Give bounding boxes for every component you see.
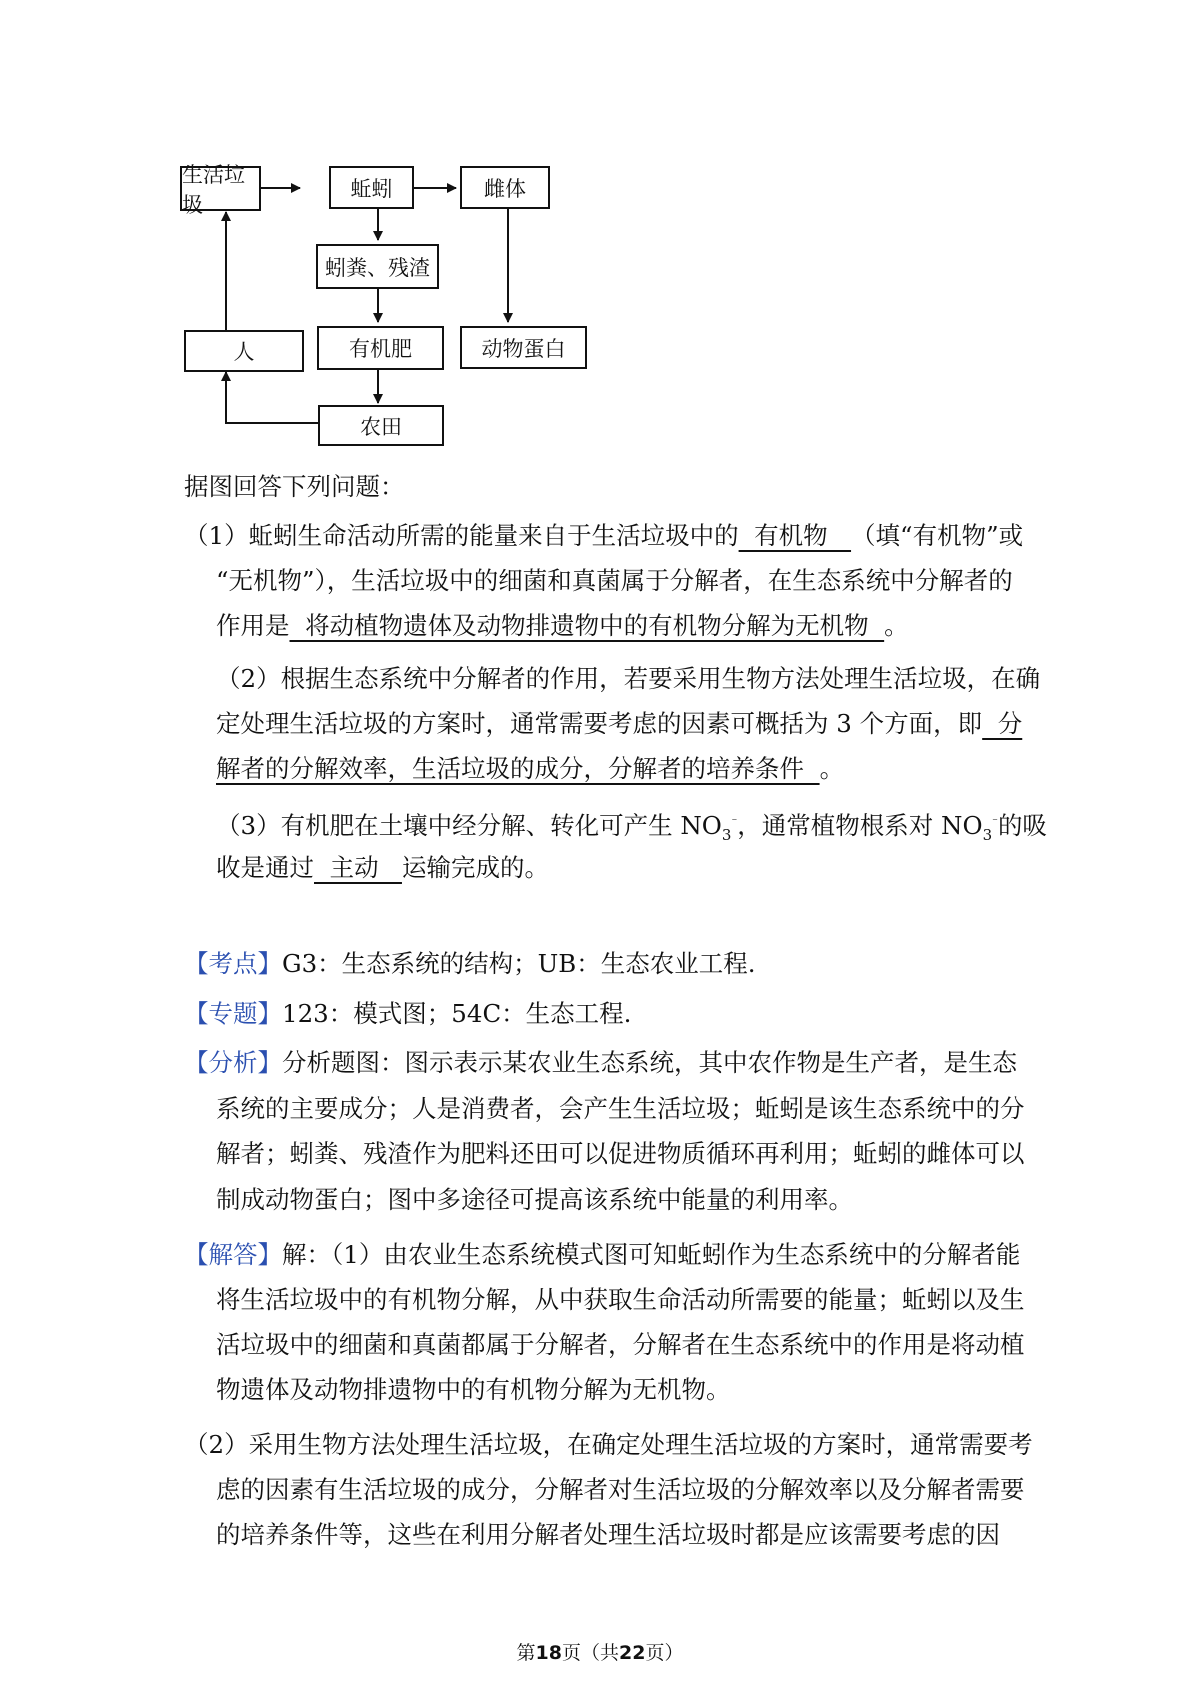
q3-text-e: 运输完成的。 [401, 853, 549, 882]
question-intro: 据图回答下列问题： [184, 472, 405, 501]
fenxi-text-1: 分析题图：图示表示某农业生态系统，其中农作物是生产者，是生态 [282, 1048, 1017, 1077]
fenxi-line4: 制成动物蛋白；图中多途径可提高该系统中能量的利用率。 [216, 1185, 853, 1214]
zhuanti-text: 123：模式图；54C：生态工程. [282, 999, 632, 1028]
jieda-line2: 将生活垃圾中的有机物分解，从中获取生命活动所需要的能量；蚯蚓以及生 [216, 1285, 1025, 1314]
q3-answer: 主动 [314, 853, 402, 882]
q2-answer-part1: 分 [982, 709, 1023, 738]
no3-charge-2: ⁻ [992, 815, 998, 828]
zhuanti-line [184, 992, 631, 1036]
node-animal-protein: 动物蛋白 [460, 326, 587, 369]
node-garbage: 生活垃圾 [180, 166, 261, 211]
jieda-line4: 物遗体及动物排遗物中的有机物分解为无机物。 [216, 1375, 731, 1404]
q2-text: 定处理生活垃圾的方案时，通常需要考虑的因素可概括为 3 个方面，即 [216, 709, 983, 738]
q1-line2: “无机物”），生活垃圾中的细菌和真菌属于分解者，在生态系统中分解者的 [216, 566, 1013, 595]
jieda-tag: 【解答】 [184, 1240, 282, 1269]
page-number: 18 [535, 1642, 562, 1664]
q3-line2 [216, 846, 549, 890]
q1-period: 。 [884, 611, 909, 640]
q2-period: 。 [819, 754, 845, 783]
kaodian-line [184, 942, 756, 986]
page-total: 22 [619, 1642, 646, 1664]
fenxi-line3: 解者；蚓粪、残渣作为肥料还田可以促进物质循环再利用；蚯蚓的雌体可以 [216, 1139, 1025, 1168]
ecosystem-flow-diagram [0, 0, 1200, 460]
page-footer [0, 1638, 1200, 1665]
kaodian-tag: 【考点】 [184, 949, 282, 978]
q3-text-a: （3）有机肥在土壤中经分解、转化可产生 NO [216, 811, 722, 841]
fenxi-line2: 系统的主要成分；人是消费者，会产生生活垃圾；蚯蚓是该生态系统中的分 [216, 1094, 1025, 1123]
q1-line3 [216, 604, 909, 648]
q1-hint: （填“有机物”或 [851, 521, 1024, 550]
q3-text-c: 的吸 [997, 811, 1047, 841]
q1-line1 [184, 514, 1023, 558]
jieda-p2-line1: （2）采用生物方法处理生活垃圾，在确定处理生活垃圾的方案时，通常需要考 [184, 1430, 1033, 1459]
kaodian-text: G3：生态系统的结构；UB：生态农业工程. [282, 949, 756, 978]
q1-answer-2: 将动植物遗体及动物排遗物中的有机物分解为无机物 [289, 611, 885, 640]
jieda-text-1: 解：（1）由农业生态系统模式图可知蚯蚓作为生态系统中的分解者能 [282, 1240, 1021, 1269]
footer-mid: 页（共 [561, 1642, 619, 1664]
q2-answer-part2: 解者的分解效率，生活垃圾的成分，分解者的培养条件 [216, 754, 820, 783]
node-manure-residue: 蚓粪、残渣 [316, 244, 439, 289]
q1-text: （1）蚯蚓生命活动所需的能量来自于生活垃圾中的 [184, 521, 739, 550]
footer-post: 页） [645, 1642, 684, 1664]
node-earthworm: 蚯蚓 [329, 166, 414, 209]
no3-charge: ⁻ [731, 815, 738, 828]
footer-pre: 第 [516, 1642, 536, 1664]
q3-text-d: 收是通过 [216, 853, 314, 882]
diagram-arrows [0, 0, 1200, 460]
q2-line2 [216, 702, 1022, 746]
node-farmland: 农田 [318, 405, 444, 446]
jieda-p2-line2: 虑的因素有生活垃圾的成分，分解者对生活垃圾的分解效率以及分解者需要 [216, 1475, 1025, 1504]
arrow-farmland-to-human [226, 372, 318, 423]
jieda-line3: 活垃圾中的细菌和真菌都属于分解者，分解者在生态系统中的作用是将动植 [216, 1330, 1025, 1359]
zhuanti-tag: 【专题】 [184, 999, 282, 1028]
fenxi-tag: 【分析】 [184, 1048, 282, 1077]
no3-subscript-2: 3 [982, 826, 993, 845]
q2-line3 [216, 747, 844, 791]
fenxi-line1 [184, 1041, 1017, 1085]
q1-text-2: 作用是 [216, 611, 290, 640]
jieda-line1 [184, 1233, 1020, 1277]
node-adult: 雌体 [460, 166, 550, 209]
node-organic-fertilizer: 有机肥 [317, 326, 444, 370]
node-human: 人 [184, 330, 304, 372]
q2-line1: （2）根据生态系统中分解者的作用，若要采用生物方法处理生活垃圾，在确 [216, 664, 1041, 693]
jieda-p2-line3: 的培养条件等，这些在利用分解者处理生活垃圾时都是应该需要考虑的因 [216, 1520, 1000, 1549]
no3-subscript: 3 [721, 826, 732, 845]
q1-answer-1: 有机物 [738, 521, 852, 550]
q3-text-b: ，通常植物根系对 NO [737, 811, 983, 841]
